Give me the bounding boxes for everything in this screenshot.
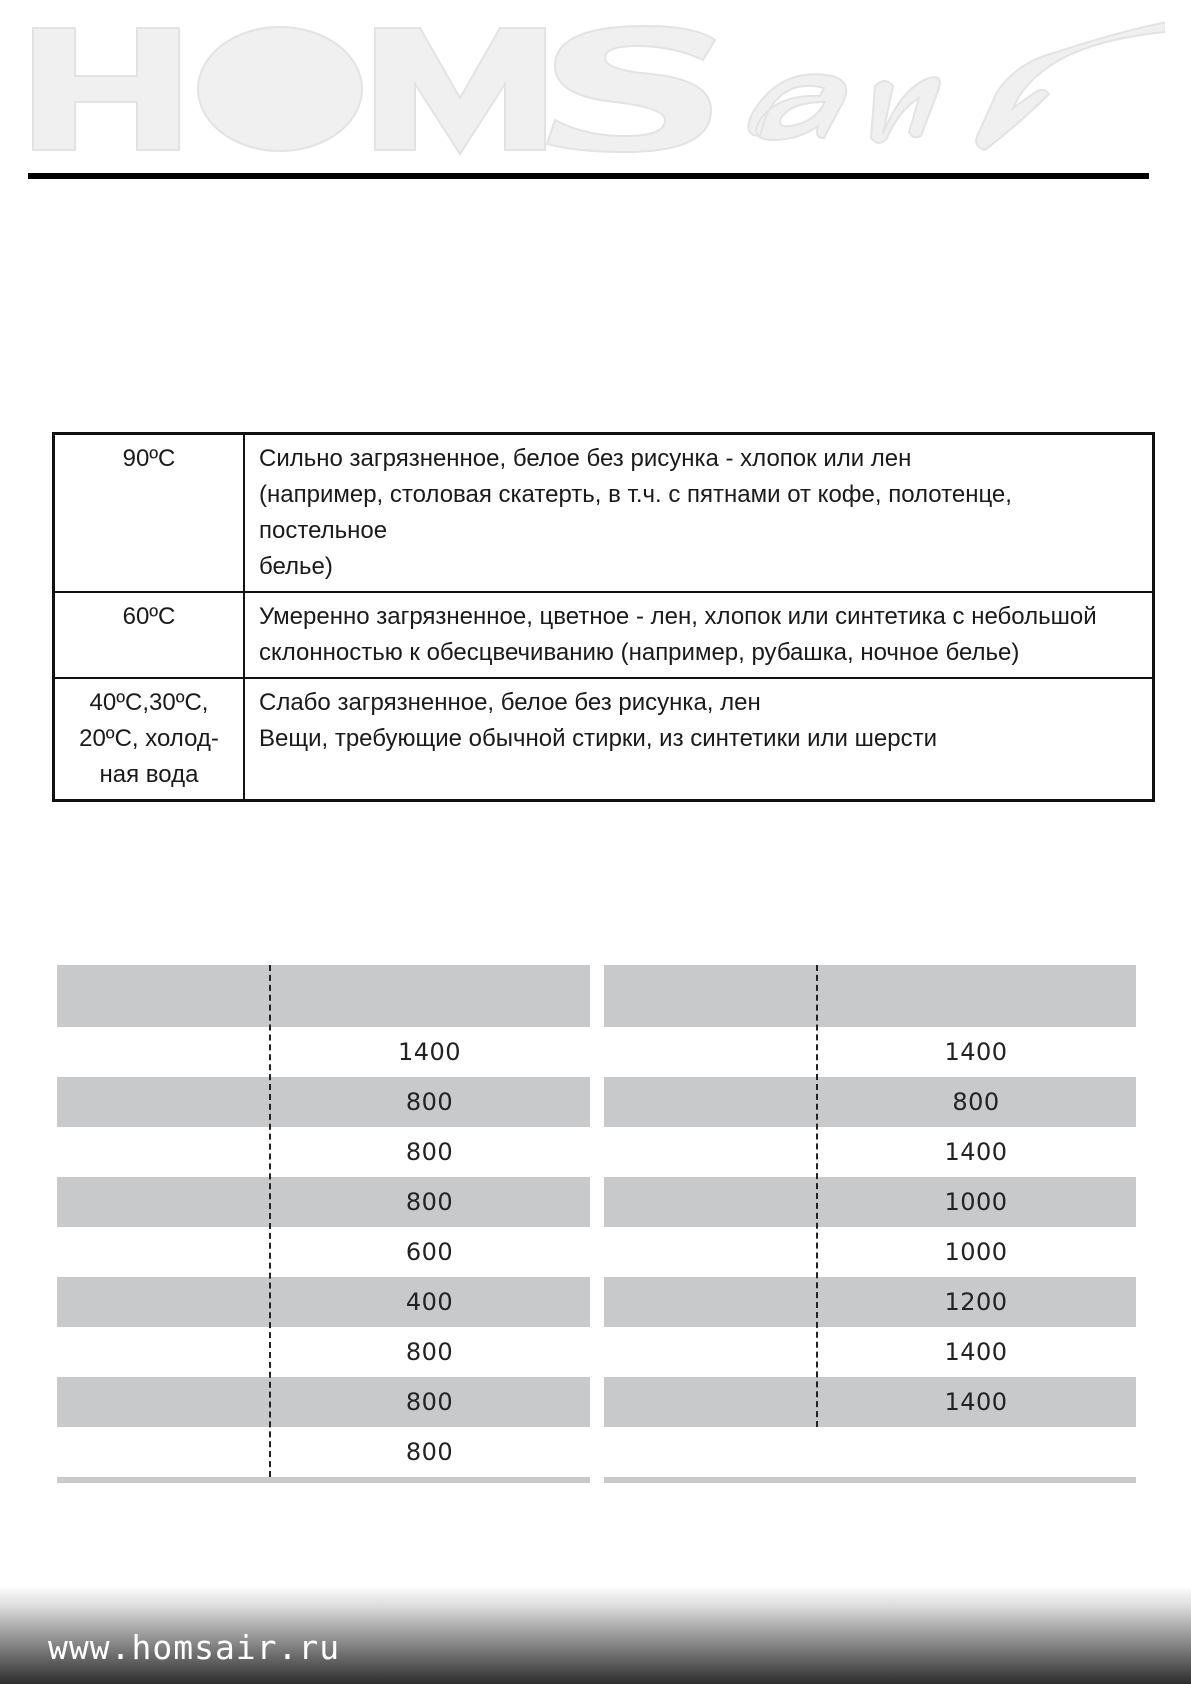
table-header [57,965,590,1027]
website-url: www.homsair.ru [48,1628,341,1667]
spin-value: 800 [405,1388,454,1416]
temperature-cell [54,434,245,593]
spin-speed-table-left [57,965,590,1483]
homs-air-logo [25,18,1165,158]
table-row [57,1277,590,1327]
spin-value: 1200 [944,1288,1008,1316]
description-cell [244,678,1154,801]
spin-value: 800 [405,1138,454,1166]
spin-value: 1400 [944,1388,1008,1416]
column-divider [816,965,818,1427]
table-row [604,1027,1136,1077]
spin-value: 800 [405,1088,454,1116]
description-cell [244,434,1154,593]
table-row [57,1427,590,1477]
table-row [604,1227,1136,1277]
table-row [57,1127,590,1177]
temperature-label: 90ºC [122,445,176,472]
table-row [54,434,1154,593]
table-row [57,1227,590,1277]
temperature-label: 60ºC [122,603,176,630]
table-row [57,1377,590,1427]
table-row [604,1427,1136,1477]
description-cell [244,592,1154,678]
spin-value: 1400 [944,1338,1008,1366]
temperature-cell [54,678,245,801]
footer-bar [0,1586,1191,1684]
spin-value: 400 [405,1288,454,1316]
table-bottom-rule [604,1477,1136,1483]
description-line: белье) [259,553,333,580]
table-row [604,1077,1136,1127]
table-row [57,1327,590,1377]
description-line: склонностью к обесцвечиванию (например, рубашка, ночное белье) [259,639,1020,666]
spin-value: 1000 [944,1238,1008,1266]
table-row [604,1277,1136,1327]
spin-value: 800 [952,1088,1000,1116]
table-row [54,592,1154,678]
spin-value: 800 [405,1338,454,1366]
header-rule [28,173,1149,179]
washing-temperature-table [52,432,1155,802]
description-line: Сильно загрязненное, белое без рисунка - хлопок или лен [259,445,912,472]
table-row [604,1127,1136,1177]
spin-value: 800 [405,1438,454,1466]
spin-value: 1400 [397,1038,462,1066]
description-line: Слабо загрязненное, белое без рисунка, лен [259,689,761,716]
description-line: (например, столовая скатерть, в т.ч. с пятнами от кофе, полотенце, постельное [259,481,1012,544]
table-row [57,1077,590,1127]
temperature-label: 20ºC, холод- [79,725,219,752]
table-row [604,1327,1136,1377]
spin-value: 1400 [944,1038,1008,1066]
table-bottom-rule [57,1477,590,1483]
table-row [604,1377,1136,1427]
table-row [57,1177,590,1227]
temperature-label: 40ºC,30ºC, [89,689,209,716]
spin-speed-table-right [604,965,1136,1483]
column-divider [269,965,271,1477]
spin-value: 1400 [944,1138,1008,1166]
table-row [604,1177,1136,1227]
spin-value: 1000 [944,1188,1008,1216]
temperature-cell [54,592,245,678]
table-row [57,1027,590,1077]
spin-value: 800 [405,1188,454,1216]
table-row [54,678,1154,801]
description-line: Умеренно загрязненное, цветное - лен, хлопок или синтетика с небольшой [259,603,1097,630]
table-header [604,965,1136,1027]
spin-value: 600 [405,1238,454,1266]
description-line: Вещи, требующие обычной стирки, из синтетики или шерсти [259,725,937,752]
temperature-label: ная вода [99,761,199,788]
